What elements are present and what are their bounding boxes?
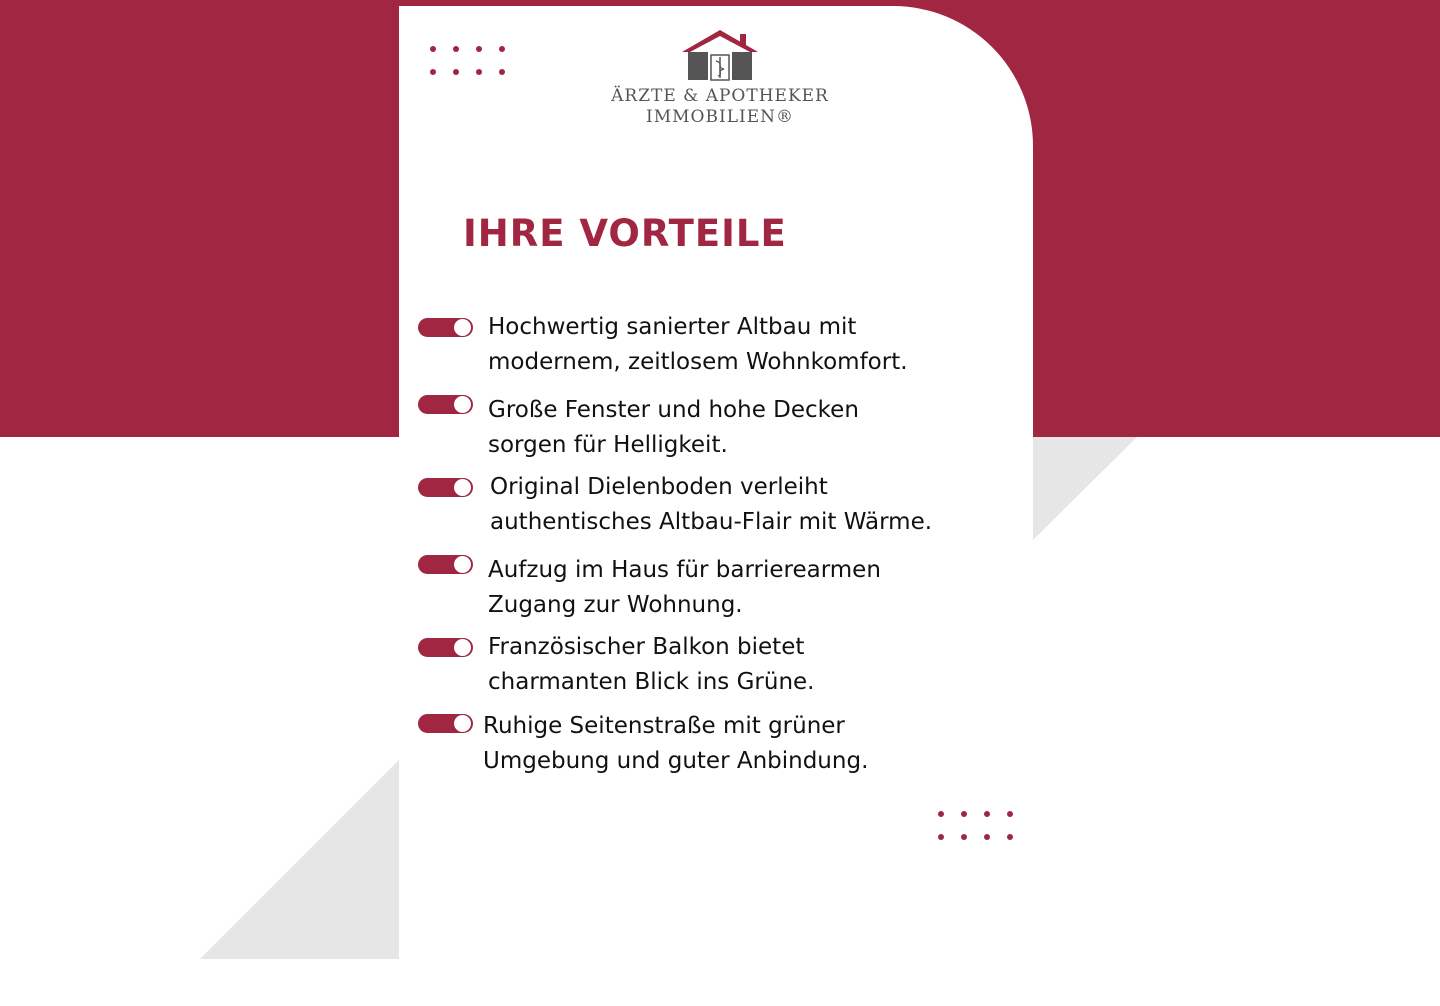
brand-logo [600,28,840,127]
toggle-on-icon [418,395,473,414]
benefit-text: Aufzug im Haus für barrierearmen Zugang zur Wohnung. [488,557,881,618]
page-title: IHRE VORTEILE [463,212,787,255]
toggle-on-icon [418,318,473,337]
benefit-text: Französischer Balkon bietet charmanten Blick ins Grüne. [488,634,815,695]
brand-name-line2: IMMOBILIEN® [646,107,794,127]
decorative-dots-bottom [938,811,1013,840]
benefit-text: Große Fenster und hohe Decken sorgen für Helligkeit. [488,397,859,458]
toggle-on-icon [418,478,473,497]
decorative-dots-top [430,46,505,75]
toggle-on-icon [418,714,473,733]
benefit-text: Hochwertig sanierter Altbau mit modernem, zeitlosem Wohnkomfort. [488,314,908,375]
toggle-on-icon [418,555,473,574]
house-with-caduceus-icon [680,28,760,82]
brand-name-line1: ÄRZTE & APOTHEKER [611,86,829,106]
benefit-text: Original Dielenboden verleiht authentisches Altbau-Flair mit Wärme. [490,474,933,535]
toggle-on-icon [418,638,473,657]
benefit-text: Ruhige Seitenstraße mit grüner Umgebung und guter Anbindung. [483,713,869,774]
